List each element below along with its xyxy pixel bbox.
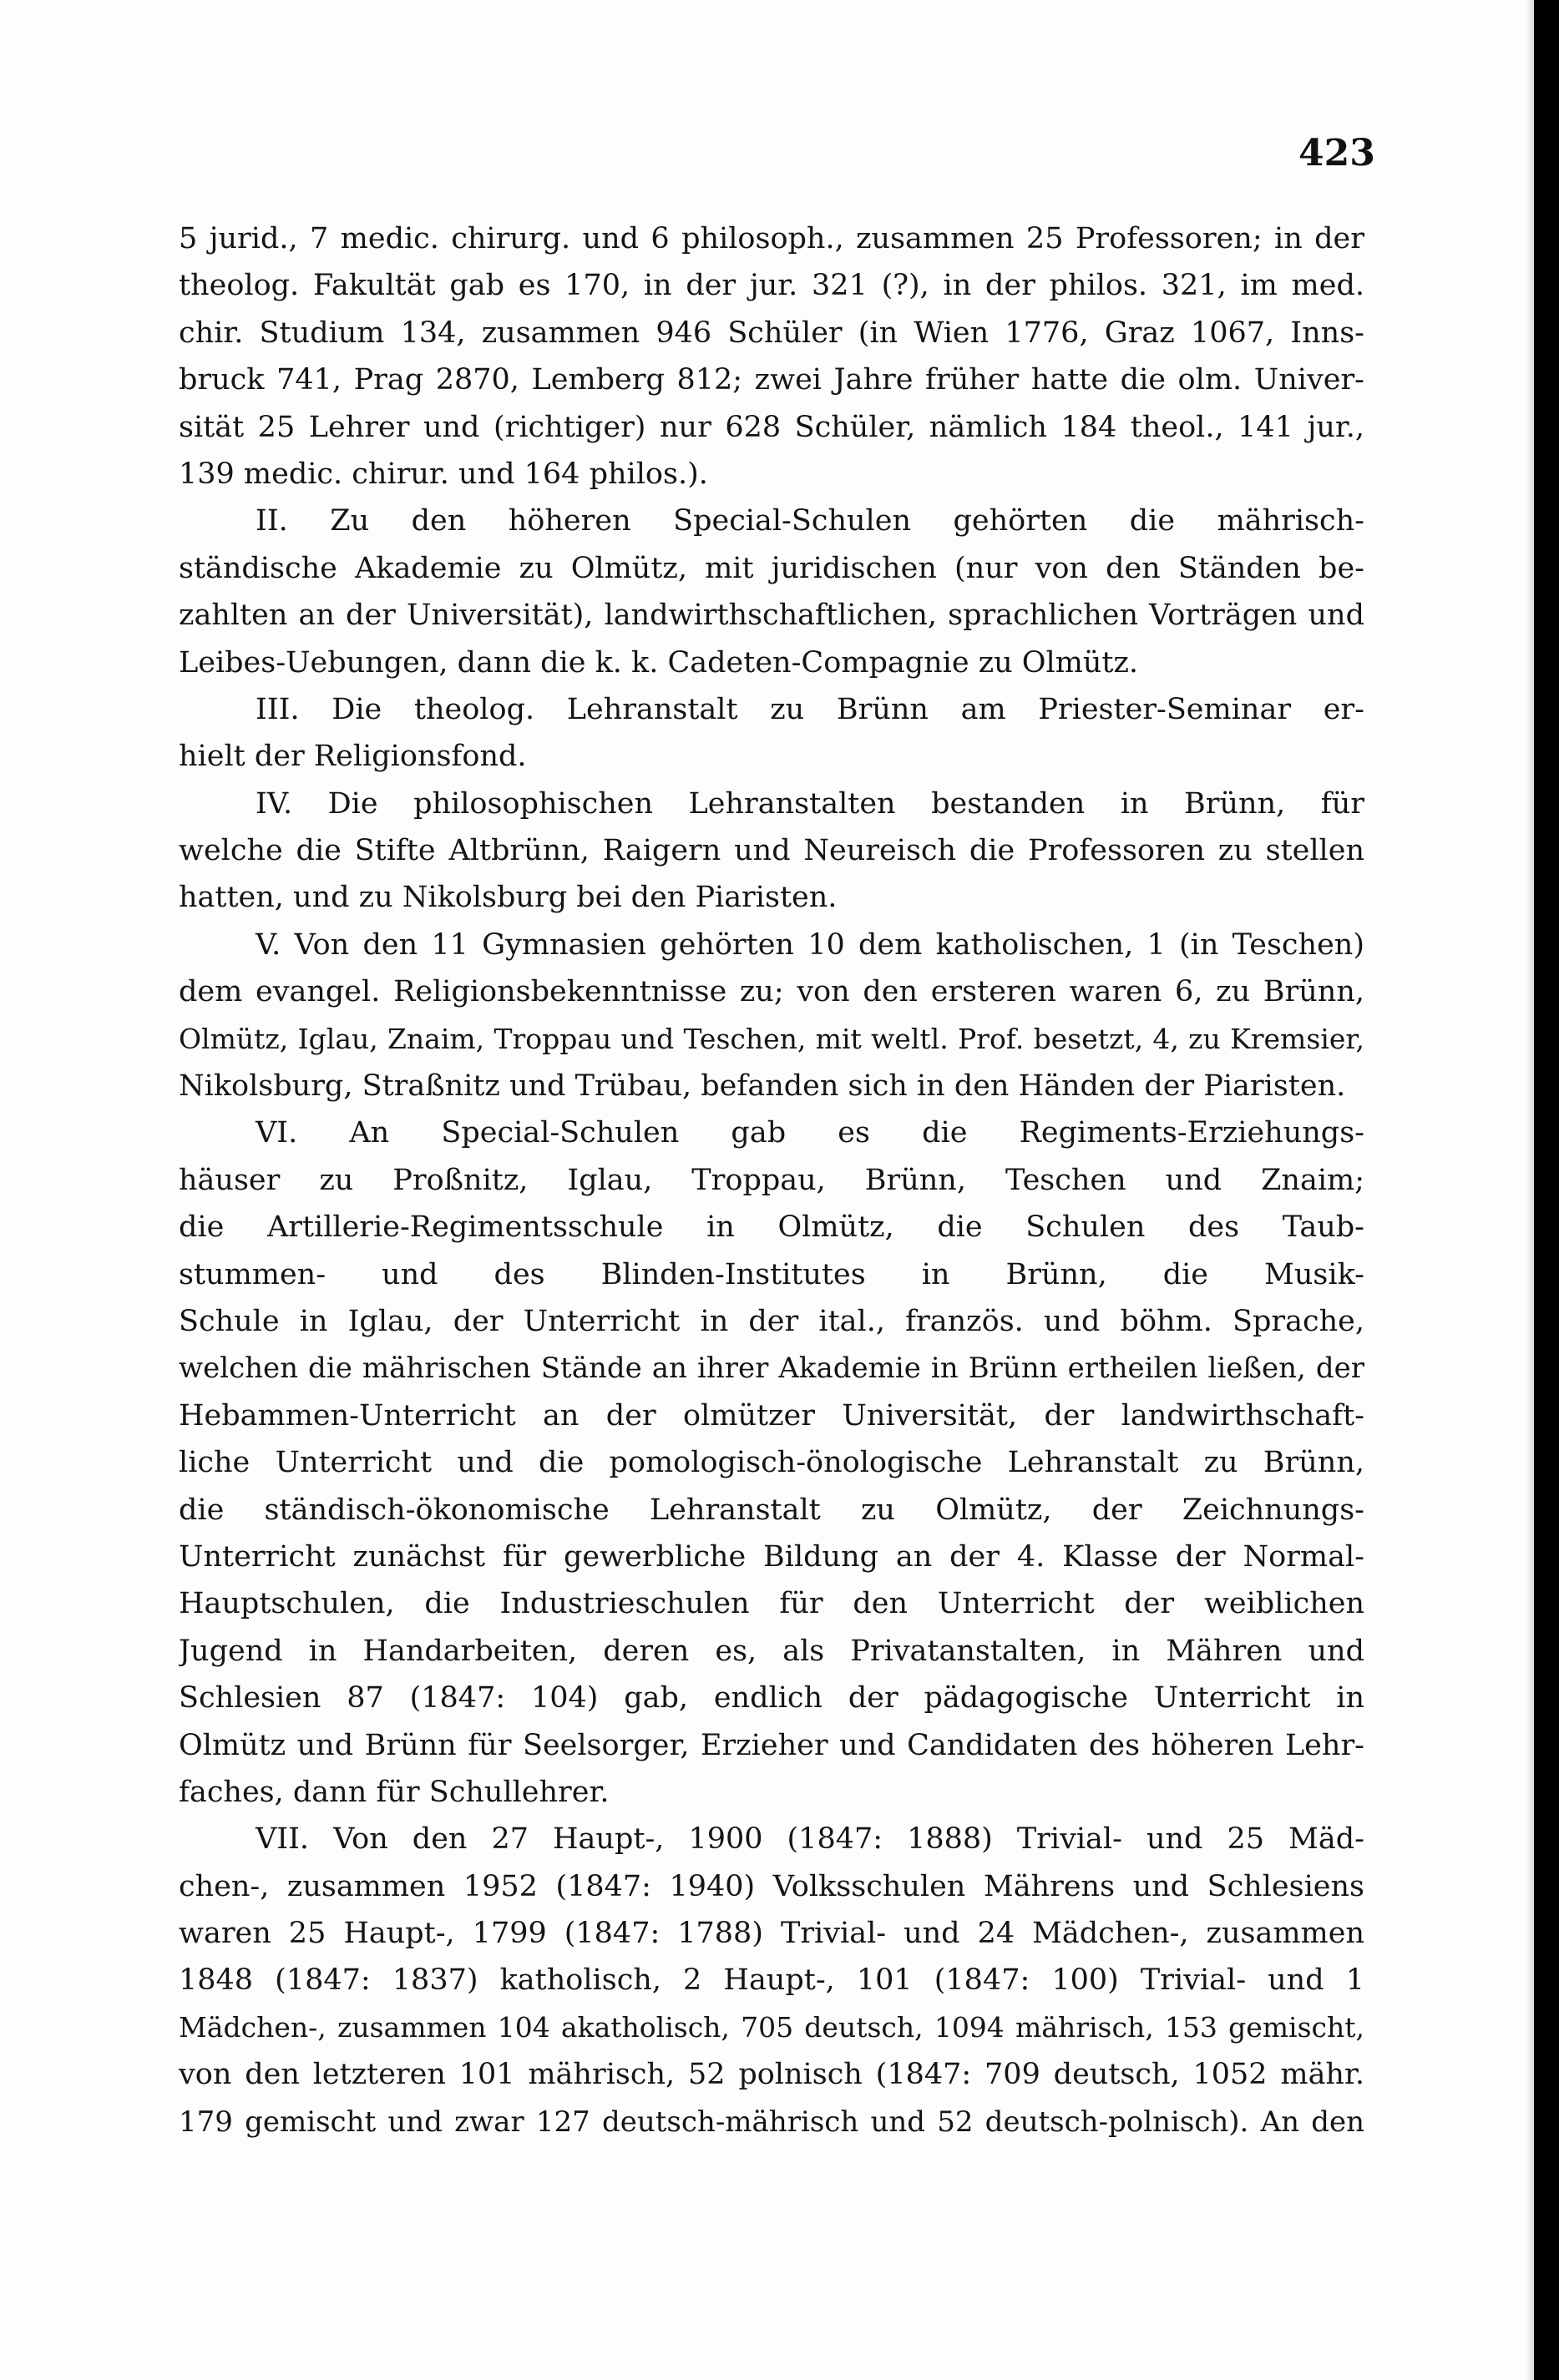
text-line: II. Zu den höheren Special-Schulen gehörten die mährisch- [256, 504, 1364, 538]
text-line: die Artillerie-Regimentsschule in Olmütz, die Schulen des Taub- [179, 1210, 1364, 1245]
text-line: theolog. Fakultät gab es 170, in der jur. 321 (?), in der philos. 321, im med. [179, 269, 1364, 303]
page-text-body [179, 215, 1364, 2145]
text-line: welche die Stifte Altbrünn, Raigern und Neureisch die Professoren zu stellen [179, 834, 1364, 868]
text-line: Nikolsburg, Straßnitz und Trübau, befanden sich in den Händen der Piaristen. [179, 1069, 1346, 1104]
text-line: stummen- und des Blinden-Institutes in Brünn, die Musik- [179, 1257, 1364, 1291]
text-line: Hauptschulen, die Industrieschulen für den Unterricht der weiblichen [179, 1587, 1364, 1621]
text-line: welchen die mährischen Stände an ihrer Akademie in Brünn ertheilen ließen, der [179, 1352, 1364, 1386]
text-line: Olmütz, Iglau, Znaim, Troppau und Teschen, mit weltl. Prof. besetzt, 4, zu Kremsier, [179, 1022, 1364, 1055]
text-line: häuser zu Proßnitz, Iglau, Troppau, Brünn, Teschen und Znaim; [179, 1163, 1364, 1197]
text-line: Mädchen-, zusammen 104 akatholisch, 705 deutsch, 1094 mährisch, 153 gemischt, [179, 2010, 1364, 2044]
text-line: liche Unterricht und die pomologisch-önologische Lehranstalt zu Brünn, [179, 1446, 1364, 1480]
text-line: Jugend in Handarbeiten, deren es, als Privatanstalten, in Mähren und [179, 1634, 1364, 1668]
text-line: ständische Akademie zu Olmütz, mit juridischen (nur von den Ständen be- [179, 551, 1364, 585]
text-line: bruck 741, Prag 2870, Lemberg 812; zwei Jahre früher hatte die olm. Univer- [179, 363, 1364, 397]
text-line: hielt der Religionsfond. [179, 740, 527, 774]
text-line: sität 25 Lehrer und (richtiger) nur 628 Schüler, nämlich 184 theol., 141 jur., [179, 410, 1364, 444]
text-line: die ständisch-ökonomische Lehranstalt zu Olmütz, der Zeichnungs- [179, 1493, 1364, 1527]
text-line: Hebammen-Unterricht an der olmützer Universität, der landwirthschaft- [179, 1398, 1364, 1433]
text-line: von den letzteren 101 mährisch, 52 polnisch (1847: 709 deutsch, 1052 mähr. [179, 2058, 1364, 2092]
text-line: waren 25 Haupt-, 1799 (1847: 1788) Trivial- und 24 Mädchen-, zusammen [179, 1917, 1364, 1951]
text-line: Unterricht zunächst für gewerbliche Bildung an der 4. Klasse der Normal- [179, 1539, 1364, 1574]
text-line: hatten, und zu Nikolsburg bei den Piaristen. [179, 881, 838, 915]
text-line: zahlten an der Universität), landwirthschaftlichen, sprachlichen Vorträgen und [179, 599, 1364, 633]
text-line: chen-, zusammen 1952 (1847: 1940) Volksschulen Mährens und Schlesiens [179, 1869, 1364, 1903]
text-line: 1848 (1847: 1837) katholisch, 2 Haupt-, 101 (1847: 100) Trivial- und 1 [179, 1963, 1364, 1998]
text-line: VI. An Special-Schulen gab es die Regiments-Erziehungs- [256, 1116, 1364, 1150]
text-line: Leibes-Uebungen, dann die k. k. Cadeten-Compagnie zu Olmütz. [179, 645, 1139, 680]
text-line: Olmütz und Brünn für Seelsorger, Erzieher und Candidaten des höheren Lehr- [179, 1728, 1364, 1762]
text-line: 5 jurid., 7 medic. chirurg. und 6 philosoph., zusammen 25 Professoren; in der [179, 222, 1364, 255]
text-line: chir. Studium 134, zusammen 946 Schüler (in Wien 1776, Graz 1067, Inns- [179, 316, 1364, 350]
text-line: Schule in Iglau, der Unterricht in der ital., französ. und böhm. Sprache, [179, 1304, 1364, 1338]
text-line: 179 gemischt und zwar 127 deutsch-mährisch und 52 deutsch-polnisch). An den [179, 2105, 1364, 2139]
text-line: VII. Von den 27 Haupt-, 1900 (1847: 1888) Trivial- und 25 Mäd- [256, 1822, 1364, 1857]
text-lines [179, 215, 1364, 2145]
text-line: III. Die theolog. Lehranstalt zu Brünn am Priester-Seminar er- [256, 692, 1364, 726]
page-number: 423 [1298, 132, 1375, 174]
text-line: faches, dann für Schullehrer. [179, 1775, 610, 1809]
page-edge-shadow [1526, 0, 1534, 2380]
text-line: dem evangel. Religionsbekenntnisse zu; von den ersteren waren 6, zu Brünn, [179, 975, 1364, 1009]
text-line: 139 medic. chirur. und 164 philos.). [179, 457, 708, 491]
text-line: IV. Die philosophischen Lehranstalten bestanden in Brünn, für [256, 786, 1364, 821]
text-line: V. Von den 11 Gymnasien gehörten 10 dem katholischen, 1 (in Teschen) [256, 927, 1364, 962]
text-line: Schlesien 87 (1847: 104) gab, endlich der pädagogische Unterricht in [179, 1681, 1364, 1716]
